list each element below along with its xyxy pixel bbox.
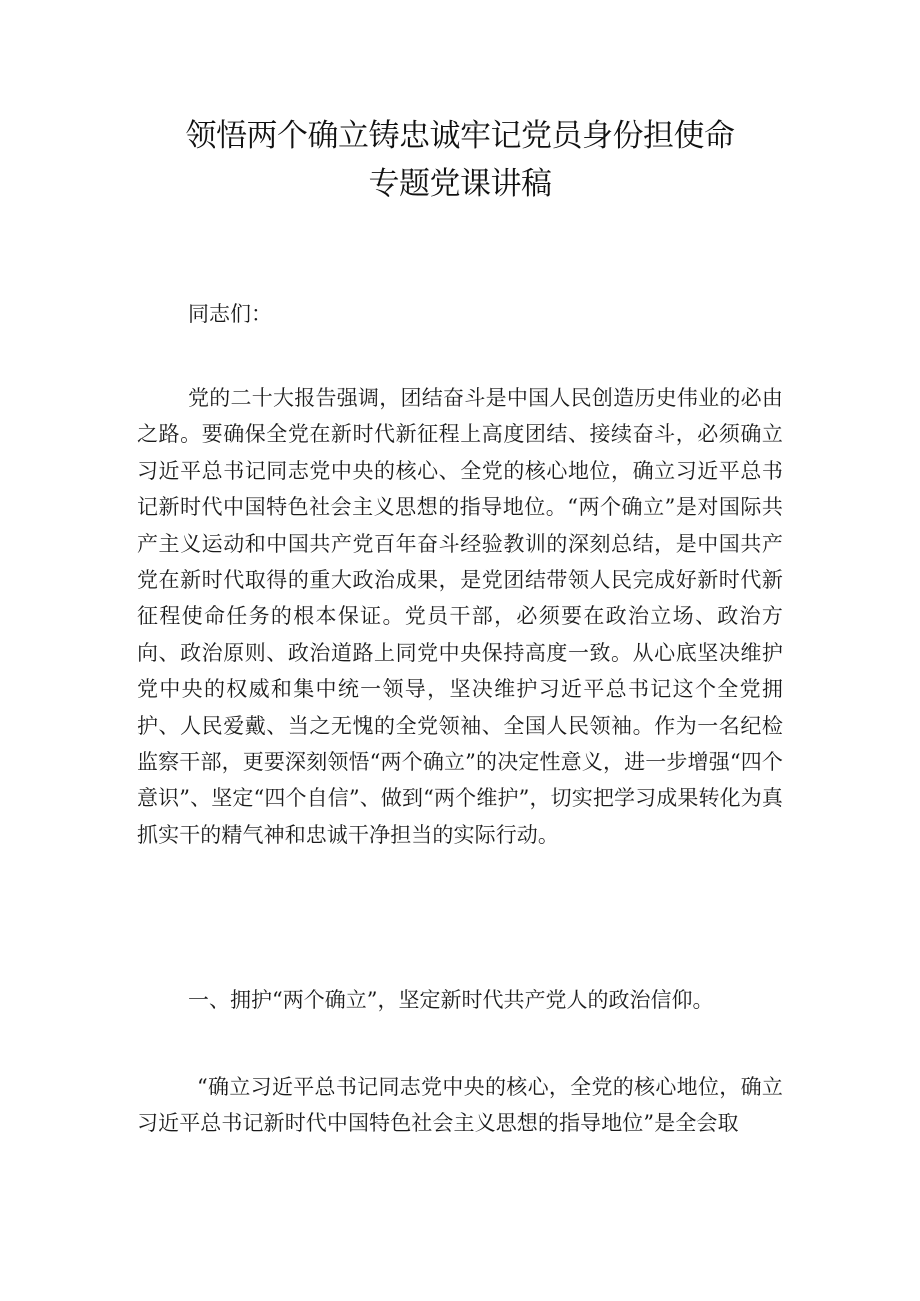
document-title-line-1: 领悟两个确立铸忠诚牢记党员身份担使命 [185, 118, 735, 154]
body-paragraph-2: “确立习近平总书记同志党中央的核心，全党的核心地位，确立习近平总书记新时代中国特色社会主义思想的指导地位”是全会取 [137, 1075, 783, 1136]
salutation: 同志们： [188, 302, 272, 326]
section-heading-1: 一、拥护“两个确立”，坚定新时代共产党人的政治信仰。 [188, 988, 714, 1012]
document-title-line-2: 专题党课讲稿 [368, 166, 552, 202]
body-paragraph-1: 党的二十大报告强调，团结奋斗是中国人民创造历史伟业的必由之路。要确保全党在新时代新征程上高度团结、接续奋斗，必须确立习近平总书记同志党中央的核心、全党的核心地位，确立习近平总书记新时代中国特色社会主义思想的指导地位。“两个确立”是对国际共产主义运动和中国共产党百年奋斗经验教训的深刻总结，是中国共产党在新时代取得的重大政治成果，是党团结带领人民完成好新时代新征程使命任务的根本保证。党员干部，必须要在政治立场、政治方向、政治原则、政治道路上同党中央保持高度一致。从心底坚决维护党中央的权威和集中统一领导，坚决维护习近平总书记这个全党拥护、人民爱戴、当之无愧的全党领袖、全国人民领袖。作为一名纪检监察干部，更要深刻领悟“两个确立”的决定性意义，进一步增强“四个意识”、坚定“四个自信”、做到“两个维护”，切实把学习成果转化为真抓实干的精气神和忠诚干净担当的实际行动。 [137, 386, 783, 847]
